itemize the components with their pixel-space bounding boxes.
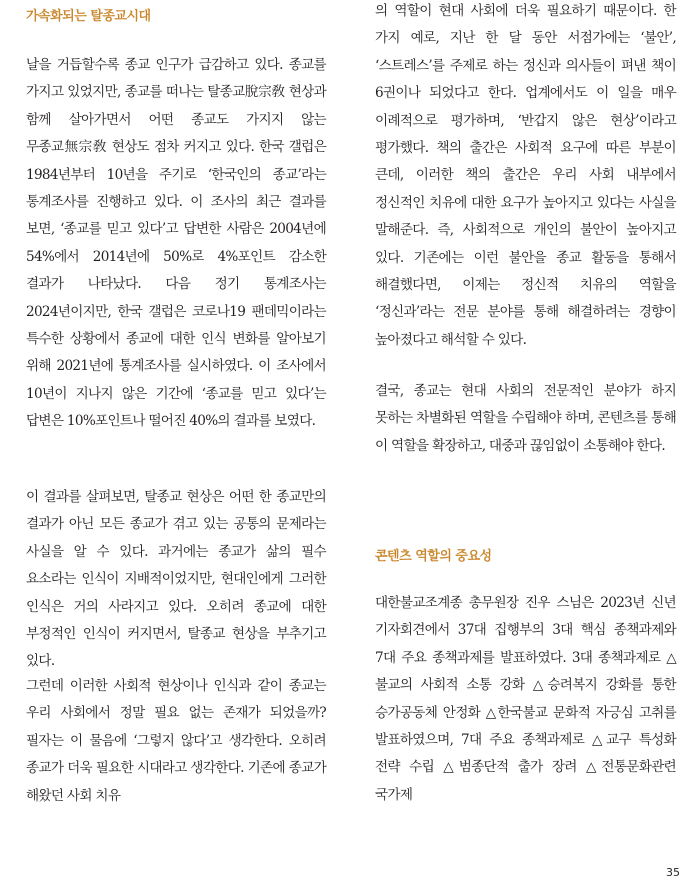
body-paragraph: 그런데 이러한 사회적 현상이나 인식과 같이 종교는 우리 사회에서 정말 필요 없는 존재가 되었을까? 필자는 이 물음에 ‘그렇지 않다’고 생각한다. 오히려 종교가 더욱 필요한 시대라고 생각한다. 기존에 종교가 해왔던 사회 치유 [26,678,326,804]
body-paragraph: 의 역할이 현대 사회에 더욱 필요하기 때문이다. 한 가지 예로, 지난 한 달 동안 서점가에는 ‘불안’, ‘스트레스’를 주제로 하는 정신과 의사들이 펴낸 책이 6권이나 되었다고 한다. 업계에서도 이 일을 매우 이례적으로 평가하며, ‘반갑지 않은 현상’이라고 평가했다. 책의 출간은 사회적 요구에 따른 부분이 큰데, 이러한 책의 출간은 우리 사회 내부에서 정신적인 치유에 대한 요구가 높아지고 있다는 사실을 말해준다. 즉, 사회적으로 개인의 불안이 높아지고 있다. 기존에는 이런 불안을 종교 활동을 통해서 해결했다면, 이제는 정신적 치유의 역할을 ‘정신과’라는 전문 분야를 통해 해결하려는 경향이 높아졌다고 해석할 수 있다. [375,3,676,348]
section-heading-content-role: 콘텐츠 역할의 중요성 [375,549,492,564]
body-paragraph: 이 결과를 살펴보면, 탈종교 현상은 어떤 한 종교만의 결과가 아닌 모든 종교가 겪고 있는 공통의 문제라는 사실을 알 수 있다. 과거에는 종교가 삶의 필수 요소라는 인식이 지배적이었지만, 현대인에게 그러한 인식은 거의 사라지고 있다. 오히려 종교에 대한 부정적인 인식이 커지면서, 탈종교 현상을 부추기고 있다. [26,489,326,670]
body-paragraph: 날을 거듭할수록 종교 인구가 급감하고 있다. 종교를 가지고 있었지만, 종교를 떠나는 탈종교脫宗敎 현상과 함께 살아가면서 어떤 종교도 가지지 않는 무종교無宗敎 현상도 점차 커지고 있다. 한국 갤럽은 1984년부터 10년을 주기로 ‘한국인의 종교’라는 통계조사를 진행하고 있다. 이 조사의 최근 결과를 보면, ‘종교를 믿고 있다’고 답변한 사람은 2004년에 54%에서 2014년에 50%로 4%포인트 감소한 결과가 나타났다. 다음 정기 통계조사는 2024년이지만, 한국 갤럽은 코로나19 팬데믹이라는 특수한 상황에서 종교에 대한 인식 변화를 알아보기 위해 2021년에 통계조사를 실시하였다. 이 조사에서 10년이 지나지 않은 기간에 ‘종교를 믿고 있다’는 답변은 10%포인트나 떨어진 40%의 결과를 보였다. [26,57,326,430]
body-paragraph: 결국, 종교는 현대 사회의 전문적인 분야가 하지 못하는 차별화된 역할을 수립해야 하며, 콘텐츠를 통해 이 역할을 확장하고, 대중과 끊임없이 소통해야 한다. [375,383,676,454]
page-number: 35 [666,866,680,879]
body-paragraph: 대한불교조계종 총무원장 진우 스님은 2023년 신년 기자회견에서 37대 집행부의 3대 핵심 종책과제와 7대 주요 종책과제를 발표하였다. 3대 종책과제로 △불교의 사회적 소통 강화 △승려복지 강화를 통한 승가공동체 안정화 △한국불교 문화적 자긍심 고취를 발표하였으며, 7대 주요 종책과제로 △교구 특성화 전략 수립 △범종단적 출가 장려 △전통문화관련 국가제 [375,595,676,803]
section-heading-secularization: 가속화되는 탈종교시대 [26,9,151,24]
